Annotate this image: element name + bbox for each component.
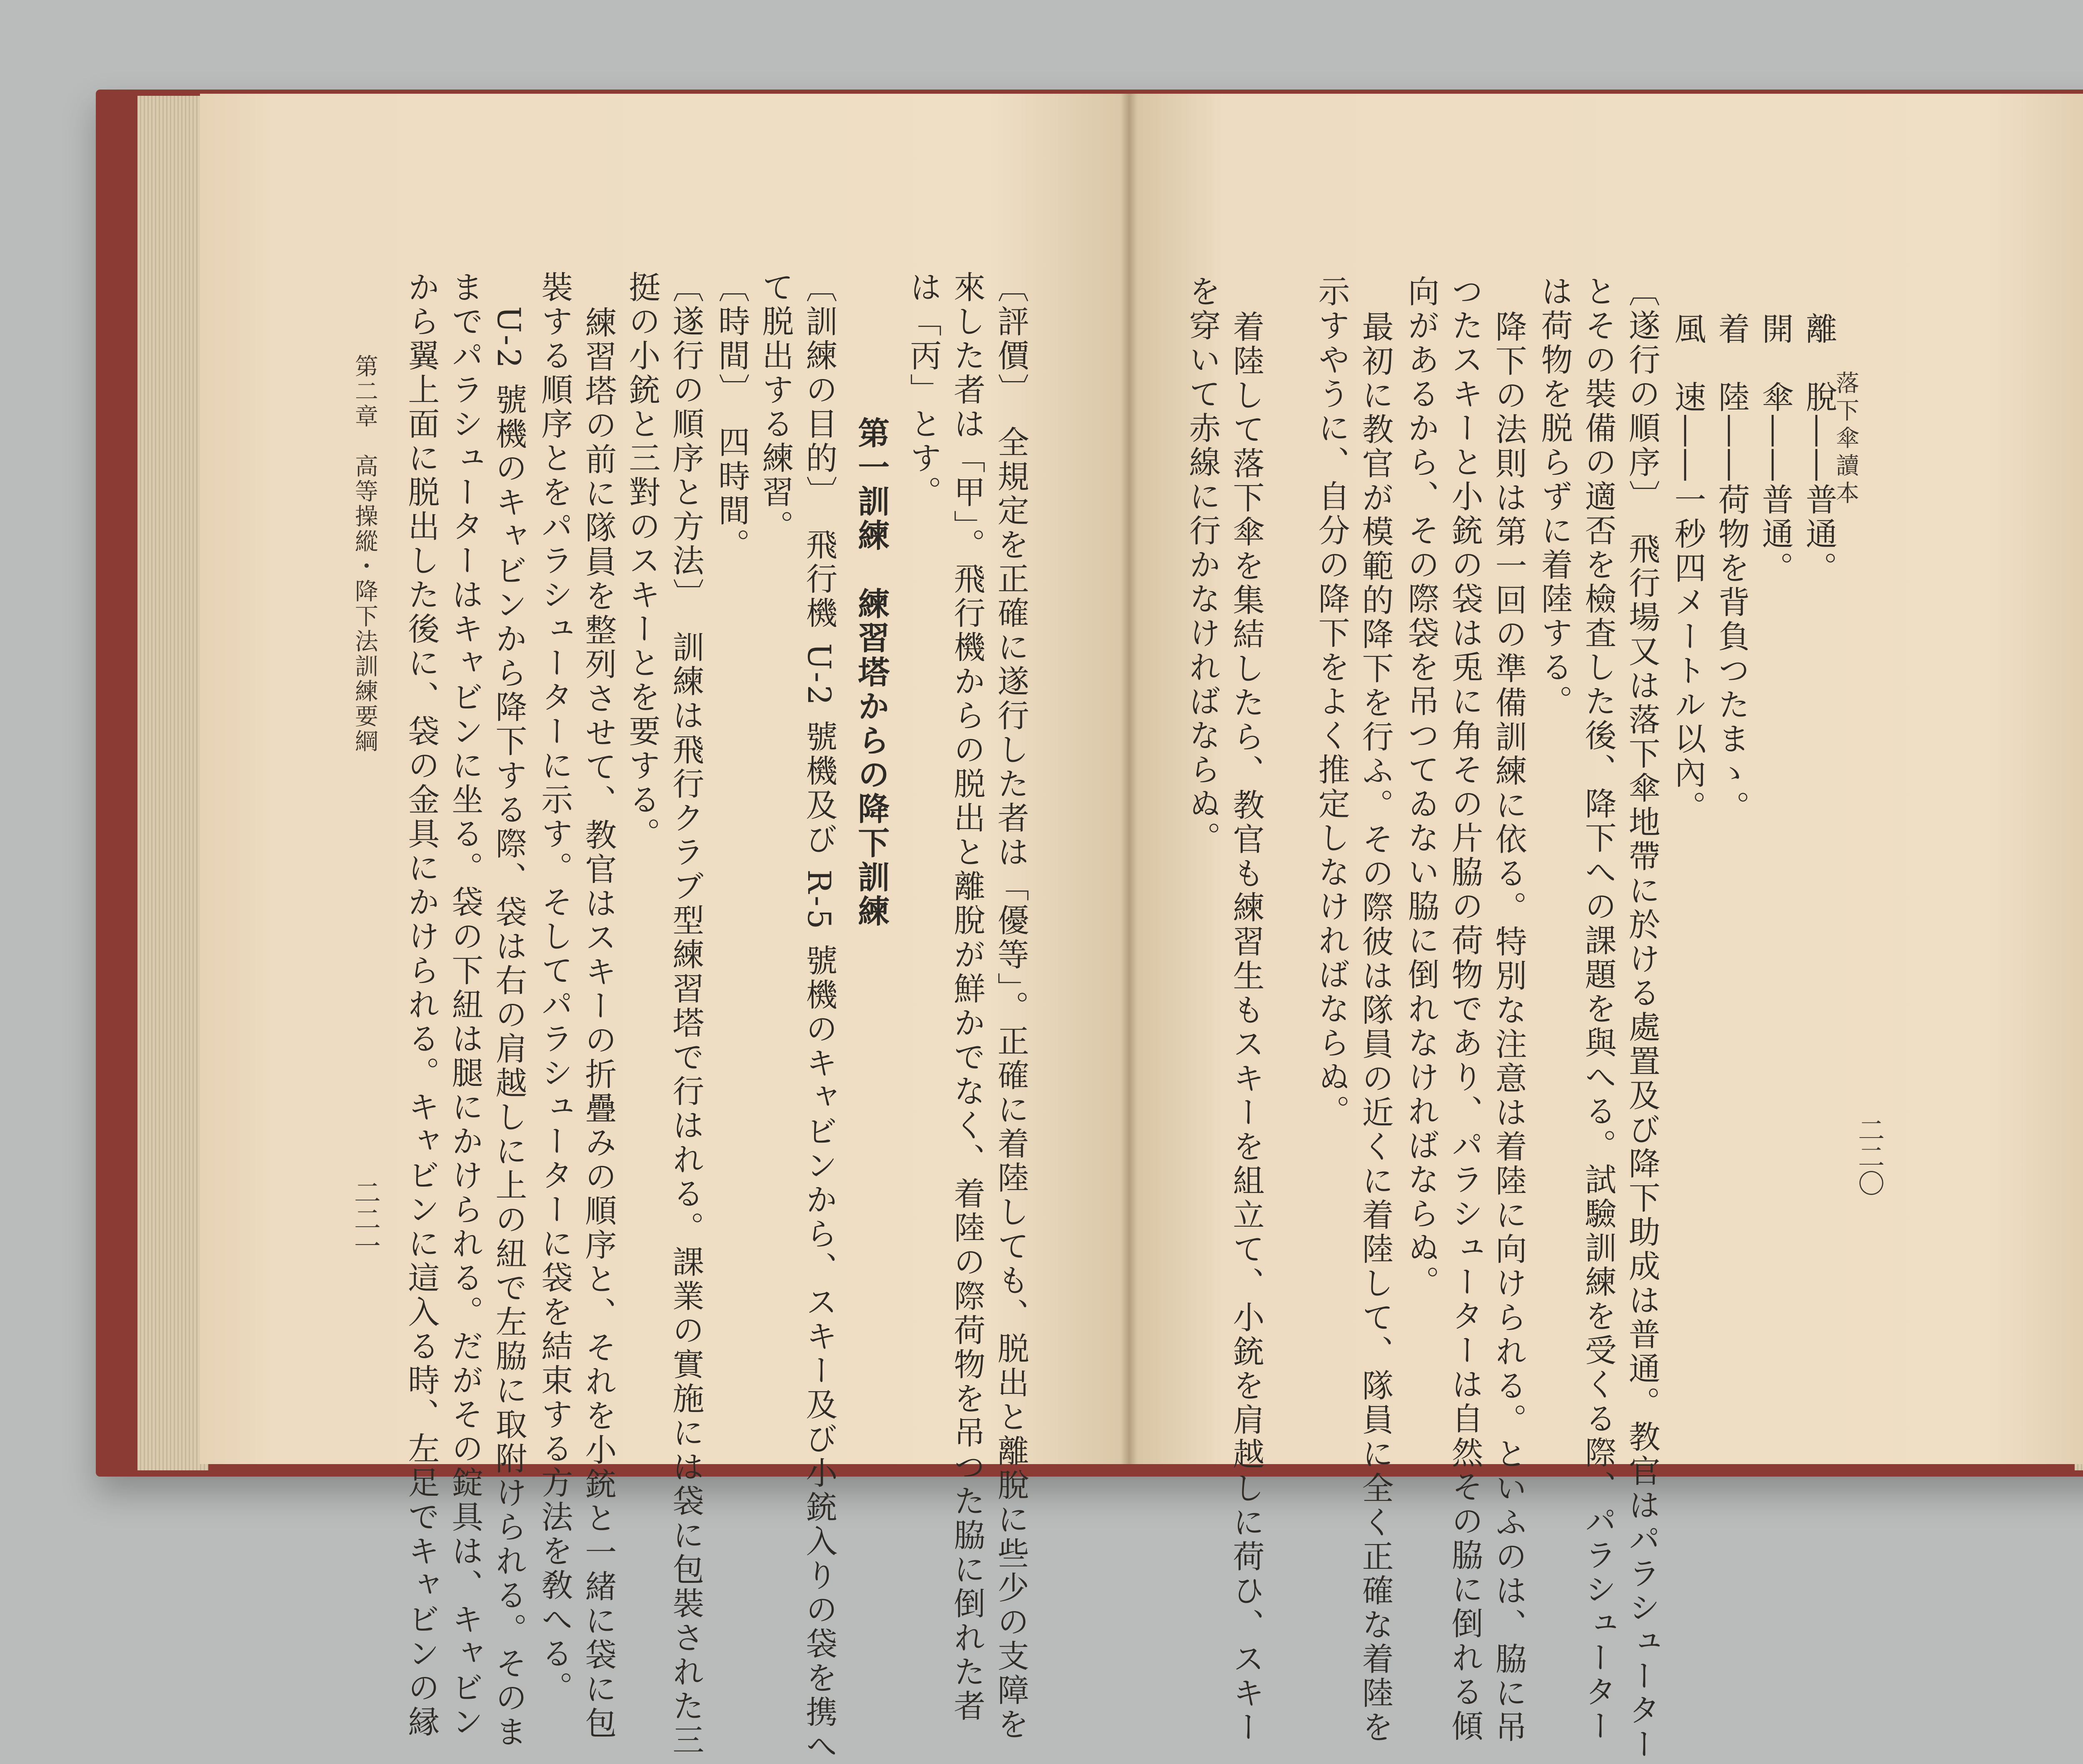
text-column: 風 速――一秒四メートル以內。 [1669, 312, 1706, 825]
text-column: 來した者は「甲」。飛行機からの脱出と離脫が鮮かでなく、着陸の際荷物を吊つた脇に倒れた者 [949, 271, 986, 1724]
text-column: は「丙」とす。 [905, 271, 942, 510]
text-column: 〔遂行の順序〕 飛行場又は落下傘地帶に於ける處置及び降下助成は普通。教官はパラシューター [1623, 275, 1661, 1762]
page-edges-left [137, 96, 208, 1470]
text-column: を穿いて赤線に行かなければならぬ。 [1184, 275, 1221, 856]
text-column: 〔遂行の順序と方法〕 訓練は飛行クラブ型練習塔で行はれる。課業の實施には袋に包裝された三 [667, 271, 704, 1758]
text-column: 開 傘――普通。 [1757, 312, 1794, 586]
text-column: とその裝備の適否を檢査した後、降下への課題を與へる。試驗訓練を受くる際、パラシューター [1580, 275, 1617, 1744]
text-column: は荷物を脱らずに着陸する。 [1536, 275, 1573, 719]
text-column: から翼上面に脱出した後に、袋の金具にかけられる。キャビンに這入る時、左足でキャビンの縁 [403, 271, 440, 1739]
text-column: 離 脫――普通。 [1801, 312, 1838, 586]
chapter-footer: 第二章 高等操縱・降下法訓練要綱 [351, 354, 378, 754]
text-column: 着陸して落下傘を集結したら、教官も練習生もスキーを組立て、小銃を肩越しに荷ひ、スキー [1228, 310, 1265, 1745]
text-column: て脱出する練習。 [757, 271, 794, 544]
text-column: 挺の小銃と三對のスキーとを要する。 [624, 271, 661, 851]
text-column: 〔時間〕 四時間。 [713, 271, 750, 562]
text-column: 〔訓練の目的〕 飛行機 U-2 號機及び R-5 號機のキャビンから、スキー及び小銃入りの袋を携へ [801, 271, 838, 1764]
text-column: 降下の法則は第一回の準備訓練に依る。特別な注意は着陸に向けられる。といふのは、脇に吊 [1490, 310, 1527, 1745]
text-column: までパラシューターはキャビンに坐る。袋の下紐は腿にかけられる。だがその錠具は、キャビン [447, 271, 484, 1739]
text-column: 向があるから、その際袋を吊つてゐない脇に倒れなければならぬ。 [1403, 275, 1440, 1300]
section-heading: 第一訓練 練習塔からの降下訓練 [853, 417, 890, 929]
text-column: 示すやうに、自分の降下をよく推定しなければならぬ。 [1313, 275, 1350, 1129]
text-column: 裝する順序とをパラシューターに示す。そしてパラシューターに袋を結束する方法を敎へる。 [536, 271, 573, 1705]
text-column: U-2 號機のキャビンから降下する際、袋は右の肩越しに上の紐で左脇に取附けられる。そのま [490, 306, 527, 1749]
running-head: 落下傘讀本 [1832, 371, 1859, 508]
text-column: 最初に教官が模範的降下を行ふ。その際彼は隊員の近くに着陸して、隊員に全く正確な着陸を [1357, 310, 1394, 1745]
book-gutter [1121, 94, 1137, 1464]
page-number-right: 二二〇 [1853, 1116, 1884, 1196]
page-number-left: 二二一 [350, 1179, 380, 1259]
text-column: つたスキーと小銃の袋は兎に角その片脇の荷物であり、パラシューターは自然その脇に倒れる傾 [1446, 275, 1484, 1744]
text-column: 着 陸――荷物を背負つたまゝ。 [1713, 312, 1750, 825]
text-column: 練習塔の前に隊員を整列させて、教官はスキーの折疊みの順序と、それを小銃と一緒に袋に包 [580, 306, 617, 1741]
text-column: 〔評價〕 全規定を正確に遂行した者は「優等」。正確に着陸しても、脱出と離脫に些少の支障を [992, 271, 1029, 1742]
left-page [200, 94, 1129, 1464]
